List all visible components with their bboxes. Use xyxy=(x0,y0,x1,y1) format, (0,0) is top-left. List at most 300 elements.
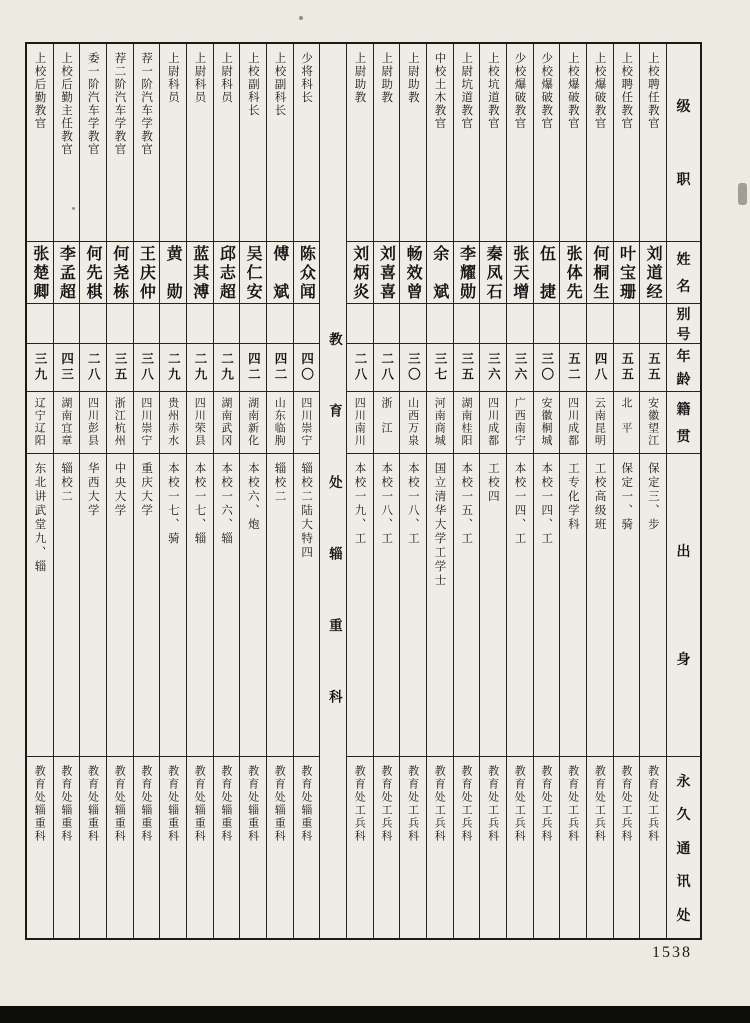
native-cell xyxy=(614,392,640,454)
age-text: 三六 xyxy=(513,352,529,383)
scan-artifact xyxy=(72,207,75,210)
origin-text: 本校六、炮 xyxy=(246,462,261,532)
origin-text: 东北讲武堂九、辎 xyxy=(33,462,48,574)
scan-bottom-edge xyxy=(0,1006,750,1023)
person-column xyxy=(506,44,533,938)
age-text: 四二 xyxy=(273,352,288,383)
name-text: 何先棋 xyxy=(84,245,104,302)
person-column xyxy=(426,44,453,938)
name-text: 蓝其溥 xyxy=(190,245,210,302)
age-cell xyxy=(560,344,586,392)
origin-text: 本校一七、骑 xyxy=(166,462,181,546)
age-text: 二八 xyxy=(86,352,102,383)
name-cell xyxy=(267,242,293,304)
address-cell xyxy=(560,757,586,938)
native-cell xyxy=(80,392,106,454)
alias-cell xyxy=(80,304,106,344)
name-text: 吴仁安 xyxy=(244,245,264,302)
address-cell xyxy=(107,757,133,938)
rank-cell xyxy=(347,44,373,242)
origin-text: 工校高级班 xyxy=(593,462,608,532)
rank-cell xyxy=(587,44,613,242)
name-text: 李孟超 xyxy=(57,245,77,302)
origin-cell xyxy=(587,454,613,757)
header-native-label xyxy=(667,392,700,454)
native-cell xyxy=(27,392,53,454)
person-column xyxy=(399,44,426,938)
address-text: 教育处辎重科 xyxy=(59,765,73,843)
native-cell xyxy=(640,392,666,454)
native-cell xyxy=(187,392,213,454)
header-age-char: 龄 xyxy=(676,371,691,388)
address-text: 教育处辎重科 xyxy=(219,765,233,843)
rank-text: 上尉科员 xyxy=(193,52,208,104)
name-text: 刘道经 xyxy=(644,245,664,302)
age-cell xyxy=(214,344,240,392)
origin-cell xyxy=(560,454,586,757)
name-cell xyxy=(80,242,106,304)
rank-text: 上校聘任教官 xyxy=(646,52,661,130)
header-origin-label xyxy=(667,454,700,757)
address-text: 教育处工兵科 xyxy=(406,765,420,843)
address-text: 教育处工兵科 xyxy=(513,765,527,843)
native-text: 河南商城 xyxy=(433,397,447,447)
native-text: 四川成都 xyxy=(486,397,500,447)
native-cell xyxy=(427,392,453,454)
native-cell xyxy=(134,392,160,454)
rank-cell xyxy=(614,44,640,242)
address-cell xyxy=(54,757,80,938)
rank-cell xyxy=(267,44,293,242)
rank-cell xyxy=(107,44,133,242)
address-cell xyxy=(214,757,240,938)
native-text: 四川成都 xyxy=(566,397,580,447)
name-text: 秦凤石 xyxy=(484,245,504,302)
address-text: 教育处工兵科 xyxy=(593,765,607,843)
name-cell xyxy=(507,242,533,304)
person-column xyxy=(373,44,400,938)
rank-cell xyxy=(480,44,506,242)
name-cell xyxy=(27,242,53,304)
name-text: 王庆仲 xyxy=(137,245,157,302)
name-text: 叶宝珊 xyxy=(617,245,637,302)
person-column xyxy=(186,44,213,938)
header-native-char: 贯 xyxy=(676,429,691,445)
origin-text: 辎校二陆大特四 xyxy=(300,462,315,560)
rank-text: 上尉助教 xyxy=(380,52,395,104)
age-cell xyxy=(640,344,666,392)
address-text: 教育处辎重科 xyxy=(193,765,207,843)
origin-cell xyxy=(534,454,560,757)
alias-cell xyxy=(54,304,80,344)
origin-text: 工专化学科 xyxy=(566,462,581,532)
name-cell xyxy=(587,242,613,304)
address-cell xyxy=(27,757,53,938)
address-cell xyxy=(614,757,640,938)
person-column xyxy=(53,44,80,938)
rank-text: 上校副科长 xyxy=(273,52,288,117)
alias-cell xyxy=(214,304,240,344)
rank-text: 上校坑道教官 xyxy=(486,52,501,130)
header-alias-char: 别 xyxy=(676,307,691,323)
native-cell xyxy=(454,392,480,454)
age-text: 四三 xyxy=(59,352,75,383)
person-column xyxy=(159,44,186,938)
address-text: 教育处工兵科 xyxy=(433,765,447,843)
address-text: 教育处辎重科 xyxy=(33,765,47,843)
name-cell xyxy=(427,242,453,304)
header-alias-label xyxy=(667,304,700,344)
age-text: 五五 xyxy=(646,352,662,383)
origin-cell xyxy=(240,454,266,757)
rank-text: 少校爆破教官 xyxy=(513,52,528,130)
person-column xyxy=(79,44,106,938)
age-text: 三〇 xyxy=(539,352,555,383)
name-cell xyxy=(240,242,266,304)
age-text: 三九 xyxy=(32,352,48,383)
name-cell xyxy=(187,242,213,304)
origin-text: 本校一四、工 xyxy=(513,462,528,546)
age-text: 二九 xyxy=(166,352,182,383)
rank-cell xyxy=(374,44,400,242)
origin-cell xyxy=(267,454,293,757)
native-text: 湖南武冈 xyxy=(219,397,233,447)
alias-cell xyxy=(27,304,53,344)
name-text: 畅效曾 xyxy=(404,245,424,302)
native-text: 北 平 xyxy=(619,397,633,435)
origin-text: 本校一八、工 xyxy=(406,462,421,546)
native-cell xyxy=(507,392,533,454)
name-text: 伍 捷 xyxy=(537,245,557,302)
person-column xyxy=(346,44,373,938)
origin-cell xyxy=(214,454,240,757)
age-text: 三五 xyxy=(459,352,475,383)
alias-cell xyxy=(294,304,320,344)
rank-cell xyxy=(560,44,586,242)
address-cell xyxy=(267,757,293,938)
section-divider-label: 教育处辎重科 xyxy=(325,332,342,761)
age-cell xyxy=(427,344,453,392)
origin-cell xyxy=(27,454,53,757)
person-column xyxy=(639,44,666,938)
alias-cell xyxy=(240,304,266,344)
address-cell xyxy=(187,757,213,938)
origin-text: 国立清华大学工学士 xyxy=(433,462,448,588)
origin-cell xyxy=(454,454,480,757)
alias-cell xyxy=(187,304,213,344)
name-text: 邱志超 xyxy=(217,245,237,302)
origin-cell xyxy=(134,454,160,757)
name-text: 张体先 xyxy=(564,245,584,302)
address-cell xyxy=(347,757,373,938)
age-text: 二八 xyxy=(379,352,395,383)
person-column xyxy=(106,44,133,938)
age-cell xyxy=(27,344,53,392)
name-cell xyxy=(534,242,560,304)
rank-text: 少校爆破教官 xyxy=(540,52,555,130)
scan-artifact xyxy=(738,183,747,205)
age-text: 二九 xyxy=(219,352,235,383)
alias-cell xyxy=(374,304,400,344)
origin-text: 本校一七、辎 xyxy=(193,462,208,546)
name-text: 刘喜喜 xyxy=(377,245,397,302)
address-text: 教育处工兵科 xyxy=(619,765,633,843)
age-text: 三〇 xyxy=(406,352,422,383)
person-column xyxy=(479,44,506,938)
person-column xyxy=(559,44,586,938)
rank-text: 上尉科员 xyxy=(220,52,235,104)
age-text: 五二 xyxy=(566,352,582,383)
native-text: 山西万泉 xyxy=(406,397,420,447)
age-cell xyxy=(240,344,266,392)
native-text: 辽宁辽阳 xyxy=(33,397,47,447)
age-text: 三五 xyxy=(112,352,128,383)
rank-text: 上校副科长 xyxy=(246,52,261,117)
native-cell xyxy=(267,392,293,454)
address-cell xyxy=(427,757,453,938)
alias-cell xyxy=(134,304,160,344)
native-text: 山东临朐 xyxy=(273,397,287,447)
name-cell xyxy=(160,242,186,304)
origin-text: 辎校二 xyxy=(60,462,75,504)
native-text: 四川崇宁 xyxy=(139,397,153,447)
rank-text: 荐一阶汽车学教官 xyxy=(140,52,155,156)
name-text: 傅 斌 xyxy=(270,245,290,302)
alias-cell xyxy=(560,304,586,344)
age-text: 三八 xyxy=(139,352,155,383)
address-cell xyxy=(454,757,480,938)
address-text: 教育处辎重科 xyxy=(273,765,287,843)
address-text: 教育处辎重科 xyxy=(113,765,127,843)
header-origin-char: 出 xyxy=(676,544,691,561)
native-text: 湖南宜章 xyxy=(59,397,73,447)
rank-cell xyxy=(400,44,426,242)
header-address-char: 处 xyxy=(676,907,691,924)
address-text: 教育处工兵科 xyxy=(459,765,473,843)
name-text: 何桐生 xyxy=(590,245,610,302)
name-text: 张楚卿 xyxy=(30,245,50,302)
age-cell xyxy=(294,344,320,392)
native-text: 湖南桂阳 xyxy=(459,397,473,447)
rank-cell xyxy=(640,44,666,242)
native-cell xyxy=(294,392,320,454)
name-text: 刘炳炎 xyxy=(350,245,370,302)
name-cell xyxy=(107,242,133,304)
header-origin-char: 身 xyxy=(676,651,691,668)
native-cell xyxy=(214,392,240,454)
rank-text: 上校爆破教官 xyxy=(566,52,581,130)
alias-cell xyxy=(427,304,453,344)
native-cell xyxy=(107,392,133,454)
rank-text: 上校聘任教官 xyxy=(620,52,635,130)
rank-cell xyxy=(187,44,213,242)
alias-cell xyxy=(160,304,186,344)
rank-text: 上尉科员 xyxy=(166,52,181,104)
native-cell xyxy=(400,392,426,454)
origin-text: 保定三、步 xyxy=(646,462,661,532)
rank-text: 上尉助教 xyxy=(406,52,421,104)
rank-cell xyxy=(134,44,160,242)
person-column xyxy=(239,44,266,938)
address-cell xyxy=(80,757,106,938)
rank-cell xyxy=(240,44,266,242)
header-alias-char: 号 xyxy=(676,327,691,343)
alias-cell xyxy=(267,304,293,344)
age-text: 五五 xyxy=(619,352,635,383)
address-text: 教育处工兵科 xyxy=(646,765,660,843)
age-text: 四〇 xyxy=(299,352,315,383)
origin-text: 本校一九、工 xyxy=(353,462,368,546)
origin-cell xyxy=(614,454,640,757)
origin-text: 本校一四、工 xyxy=(540,462,555,546)
header-age-label xyxy=(667,344,700,392)
native-text: 贵州赤水 xyxy=(166,397,180,447)
rank-cell xyxy=(427,44,453,242)
native-text: 云南昆明 xyxy=(593,397,607,447)
origin-text: 本校一八、工 xyxy=(380,462,395,546)
address-cell xyxy=(507,757,533,938)
header-native-char: 籍 xyxy=(676,402,691,418)
origin-text: 本校一五、工 xyxy=(460,462,475,546)
alias-cell xyxy=(587,304,613,344)
address-text: 教育处工兵科 xyxy=(353,765,367,843)
alias-cell xyxy=(347,304,373,344)
header-address-char: 讯 xyxy=(676,874,691,890)
address-cell xyxy=(534,757,560,938)
name-text: 黄 勋 xyxy=(164,245,184,302)
age-cell xyxy=(480,344,506,392)
rank-cell xyxy=(80,44,106,242)
address-text: 教育处工兵科 xyxy=(486,765,500,843)
age-cell xyxy=(400,344,426,392)
header-age-char: 年 xyxy=(676,349,691,366)
rank-text: 中校土木教官 xyxy=(433,52,448,130)
header-rank-char: 级 xyxy=(676,99,691,116)
name-cell xyxy=(347,242,373,304)
origin-cell xyxy=(80,454,106,757)
origin-cell xyxy=(507,454,533,757)
age-cell xyxy=(107,344,133,392)
native-text: 湖南新化 xyxy=(246,397,260,447)
alias-cell xyxy=(107,304,133,344)
origin-text: 华西大学 xyxy=(86,462,101,518)
name-text: 李耀勋 xyxy=(457,245,477,302)
rank-cell xyxy=(54,44,80,242)
name-cell xyxy=(640,242,666,304)
age-cell xyxy=(134,344,160,392)
alias-cell xyxy=(454,304,480,344)
origin-text: 保定一、骑 xyxy=(620,462,635,532)
native-text: 浙江杭州 xyxy=(113,397,127,447)
name-cell xyxy=(214,242,240,304)
native-text: 四川南川 xyxy=(353,397,367,447)
address-text: 教育处辎重科 xyxy=(139,765,153,843)
name-cell xyxy=(54,242,80,304)
age-cell xyxy=(587,344,613,392)
address-text: 教育处辎重科 xyxy=(299,765,313,843)
address-text: 教育处辎重科 xyxy=(166,765,180,843)
native-cell xyxy=(560,392,586,454)
address-cell xyxy=(160,757,186,938)
address-cell xyxy=(374,757,400,938)
native-cell xyxy=(587,392,613,454)
name-cell xyxy=(560,242,586,304)
origin-cell xyxy=(160,454,186,757)
origin-cell xyxy=(107,454,133,757)
person-column xyxy=(533,44,560,938)
origin-cell xyxy=(54,454,80,757)
address-text: 教育处工兵科 xyxy=(539,765,553,843)
origin-cell xyxy=(480,454,506,757)
rank-text: 上校后勤教官 xyxy=(33,52,48,130)
address-text: 教育处工兵科 xyxy=(379,765,393,843)
name-cell xyxy=(614,242,640,304)
native-cell xyxy=(240,392,266,454)
person-column xyxy=(586,44,613,938)
person-column xyxy=(266,44,293,938)
age-cell xyxy=(160,344,186,392)
age-cell xyxy=(534,344,560,392)
alias-cell xyxy=(400,304,426,344)
page-number: 1538 xyxy=(652,944,692,961)
origin-text: 本校一六、辎 xyxy=(220,462,235,546)
rank-cell xyxy=(534,44,560,242)
native-cell xyxy=(374,392,400,454)
header-address-char: 永 xyxy=(676,773,691,790)
origin-cell xyxy=(187,454,213,757)
rank-cell xyxy=(454,44,480,242)
person-column xyxy=(27,44,53,938)
person-column xyxy=(213,44,240,938)
address-cell xyxy=(587,757,613,938)
native-cell xyxy=(54,392,80,454)
name-cell xyxy=(134,242,160,304)
origin-cell xyxy=(640,454,666,757)
native-cell xyxy=(534,392,560,454)
alias-cell xyxy=(507,304,533,344)
native-text: 四川崇宁 xyxy=(299,397,313,447)
age-cell xyxy=(347,344,373,392)
native-text: 四川彭县 xyxy=(86,397,100,447)
origin-cell xyxy=(374,454,400,757)
person-column xyxy=(453,44,480,938)
address-cell xyxy=(640,757,666,938)
person-column xyxy=(613,44,640,938)
name-text: 张天增 xyxy=(510,245,530,302)
name-cell xyxy=(454,242,480,304)
name-cell xyxy=(400,242,426,304)
header-rank-label xyxy=(667,44,700,242)
native-text: 安徽望江 xyxy=(646,397,660,447)
header-rank-char: 职 xyxy=(676,171,691,188)
native-text: 广西南宁 xyxy=(513,397,527,447)
person-column xyxy=(293,44,320,938)
address-cell xyxy=(240,757,266,938)
alias-cell xyxy=(640,304,666,344)
name-cell xyxy=(294,242,320,304)
age-cell xyxy=(267,344,293,392)
address-text: 教育处辎重科 xyxy=(86,765,100,843)
age-text: 四二 xyxy=(246,352,262,383)
origin-text: 中央大学 xyxy=(113,462,128,518)
origin-cell xyxy=(294,454,320,757)
origin-text: 重庆大学 xyxy=(140,462,155,518)
native-cell xyxy=(480,392,506,454)
age-cell xyxy=(80,344,106,392)
origin-text: 辎校二 xyxy=(273,462,288,504)
header-address-char: 久 xyxy=(676,807,691,823)
address-text: 教育处工兵科 xyxy=(566,765,580,843)
